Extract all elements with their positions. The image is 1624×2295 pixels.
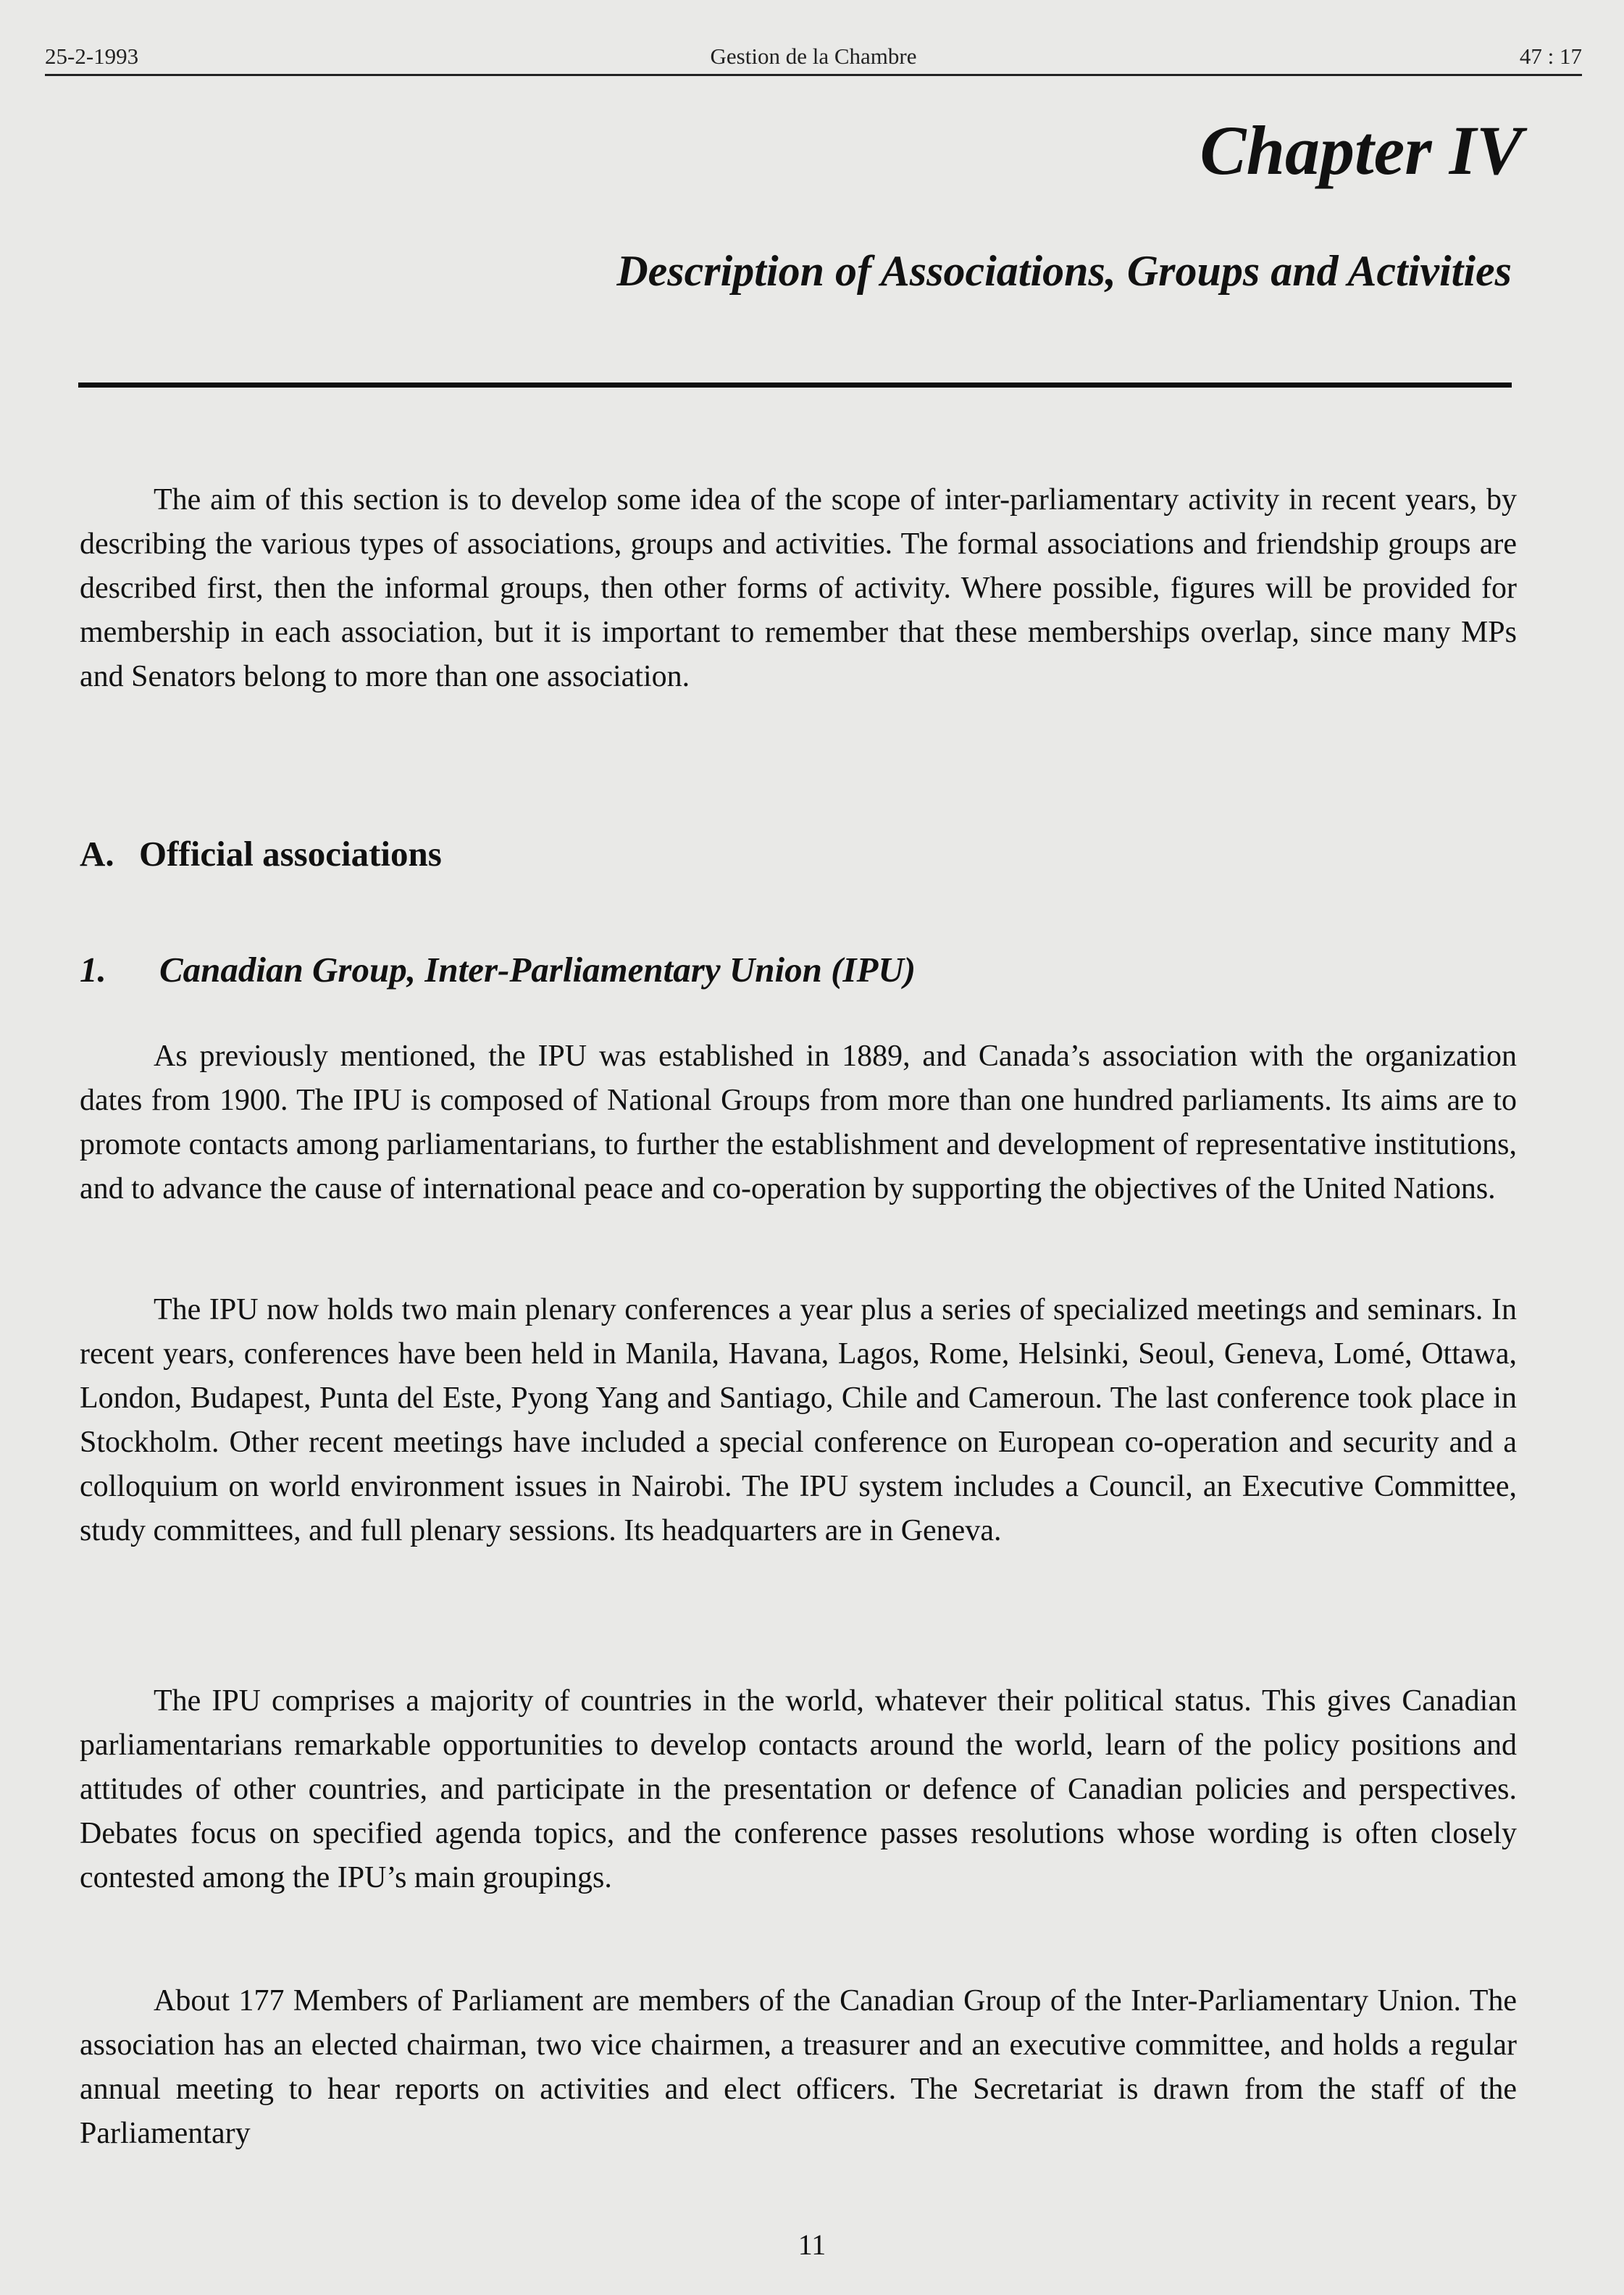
running-header — [45, 42, 1582, 76]
chapter-label: Chapter IV — [1200, 112, 1523, 189]
body-paragraph: The IPU comprises a majority of countries in the world, whatever their political status. This gives Canadian parliamentarians remarkable opportunities to develop contacts around the world, learn of the policy positions and attitudes of other countries, and participate in the presentation or defence of Canadian policies and perspectives. Debates focus on specified agenda topics, and the conference passes resolutions whose wording is often closely contested among the IPU’s main groupings. — [80, 1684, 1517, 1894]
section-label: A. — [80, 834, 114, 874]
body-paragraph: As previously mentioned, the IPU was established in 1889, and Canada’s association with the organization dates from 1900. The IPU is composed of National Groups from more than one hundred parliaments. Its aims are to promote contacts among parliamentarians, to further the establishment and development of representative institutions, and to advance the cause of international peace and co-operation by supporting the objectives of the United Nations. — [80, 1040, 1517, 1205]
page-number: 11 — [798, 2228, 826, 2261]
paragraph-block — [80, 1679, 1517, 1900]
paragraph-block — [80, 1034, 1517, 1211]
section-heading — [80, 833, 442, 874]
header-date: 25-2-1993 — [45, 43, 139, 69]
body-paragraph: The IPU now holds two main plenary conferences a year plus a series of specialized meetings and seminars. In recent years, conferences have been held in Manila, Havana, Lagos, Rome, Helsinki, Seoul, Geneva, Lomé, Ottawa, London, Budapest, Punta del Este, Pyong Yang and Santiago, Chile and Cameroun. The last conference took place in Stockholm. Other recent meetings have included a special conference on European co-operation and security and a colloquium on world environment issues in Nairobi. The IPU system includes a Council, an Executive Committee, study committees, and full plenary sessions. Its headquarters are in Geneva. — [80, 1293, 1517, 1547]
paragraph-block — [80, 1288, 1517, 1553]
intro-paragraph: The aim of this section is to develop some idea of the scope of inter-parliamentary activity in recent years, by describing the various types of associations, groups and activities. The formal associations and friendship groups are described first, then the informal groups, then other forms of activity. Where possible, figures will be provided for membership in each association, but it is important to remember that these memberships overlap, since many MPs and Senators belong to more than one association. — [80, 483, 1517, 693]
intro-block — [80, 478, 1517, 699]
header-reference: 47 : 17 — [1519, 43, 1582, 69]
header-publication: Gestion de la Chambre — [710, 43, 917, 69]
body-paragraph: About 177 Members of Parliament are members of the Canadian Group of the Inter-Parliamentary Union. The association has an elected chairman, two vice chairmen, a treasurer and an executive committee, and holds a regular annual meeting to hear reports on activities and elect officers. The Secretariat is drawn from the staff of the Parliamentary — [80, 1984, 1517, 2150]
subsection-title: Canadian Group, Inter-Parliamentary Union (IPU) — [159, 950, 916, 990]
subsection-label: 1. — [80, 950, 106, 990]
subsection-heading — [80, 949, 916, 990]
section-title: Official associations — [139, 834, 442, 874]
paragraph-block — [80, 1979, 1517, 2156]
chapter-title: Description of Associations, Groups and Activities — [616, 247, 1512, 295]
title-divider — [78, 382, 1512, 388]
